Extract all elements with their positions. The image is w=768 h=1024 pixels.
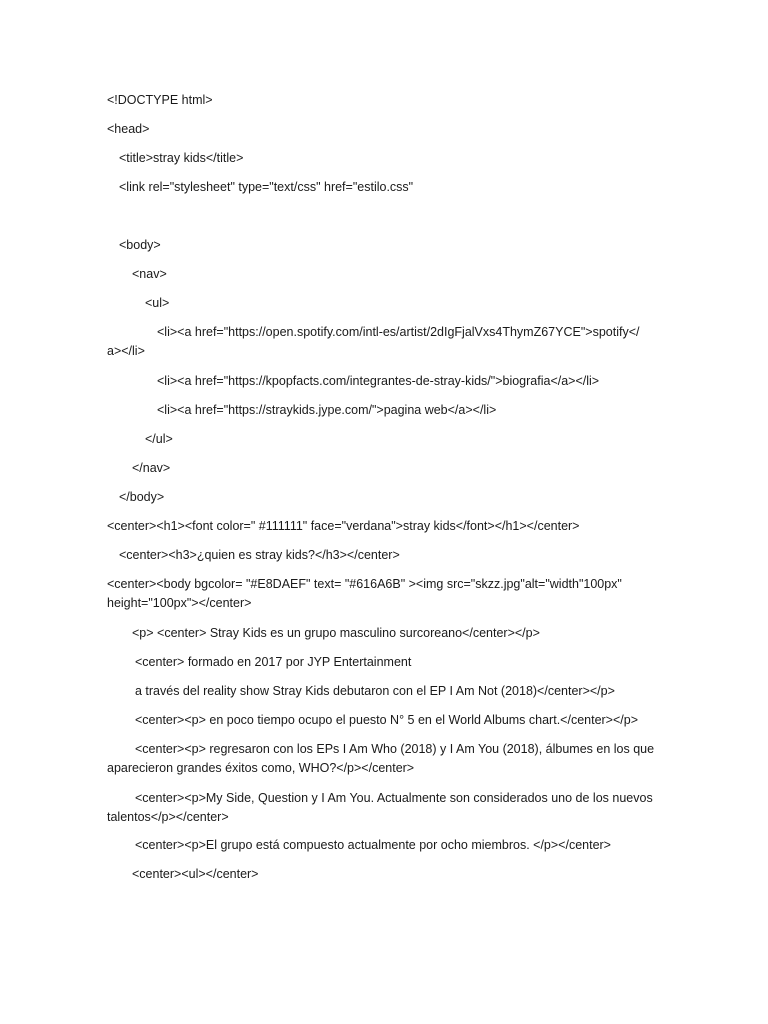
code-line-paragraph-5: <center><p> regresaron con los EPs I Am Who (2018) y I Am You (2018), álbumes en los que aparecieron grandes éxitos como, WHO?</p></center> <box>107 742 658 775</box>
code-line-paragraph-6: <center><p>My Side, Question y I Am You. Actualmente son considerados uno de los nuevos talentos</p></center> <box>107 791 657 824</box>
code-line-paragraph-1: <p> <center> Stray Kids es un grupo masculino surcoreano</center></p> <box>132 626 540 640</box>
code-line-nav-open: <nav> <box>132 267 167 281</box>
code-line-link: <link rel="stylesheet" type="text/css" href="estilo.css" <box>119 180 414 194</box>
code-line-body-open: <body> <box>119 238 161 252</box>
code-line-head: <head> <box>107 122 150 136</box>
code-line-li-spotify: <li><a href="https://open.spotify.com/intl-es/artist/2dIgFjalVxs4ThymZ67YCE">spotify</ <box>157 325 640 339</box>
code-line-li-spotify-wrap: a></li> <box>107 344 145 358</box>
code-line-doctype: <!DOCTYPE html> <box>107 93 213 107</box>
code-line-ul-open: <ul> <box>145 296 170 310</box>
code-line-li-pagina-web: <li><a href="https://straykids.jype.com/">pagina web</a></li> <box>157 403 497 417</box>
code-line-ul-close: </ul> <box>145 432 173 446</box>
code-line-li-biografia: <li><a href="https://kpopfacts.com/integrantes-de-stray-kids/">biografia</a></li> <box>157 374 600 388</box>
code-line-paragraph-4: <center><p> en poco tiempo ocupo el puesto N° 5 en el World Albums chart.</center></p> <box>135 713 639 727</box>
code-line-ul-center: <center><ul></center> <box>132 867 259 881</box>
code-line-title: <title>stray kids</title> <box>119 151 244 165</box>
code-line-paragraph-7: <center><p>El grupo está compuesto actualmente por ocho miembros. </p></center> <box>135 838 611 852</box>
code-line-body-close: </body> <box>119 490 165 504</box>
code-line-paragraph-3: a través del reality show Stray Kids debutaron con el EP I Am Not (2018)</center></p> <box>135 684 615 698</box>
code-line-nav-close: </nav> <box>132 461 171 475</box>
code-line-body-bgcolor: <center><body bgcolor= "#E8DAEF" text= "#616A6B" ><img src="skzz.jpg"alt="width"100px" height="100px"></center> <box>107 577 626 610</box>
code-line-paragraph-2: <center> formado en 2017 por JYP Entertainment <box>135 655 412 669</box>
code-line-h3: <center><h3>¿quien es stray kids?</h3></center> <box>119 548 400 562</box>
code-line-h1: <center><h1><font color=" #111111" face="verdana">stray kids</font></h1></center> <box>107 519 580 533</box>
